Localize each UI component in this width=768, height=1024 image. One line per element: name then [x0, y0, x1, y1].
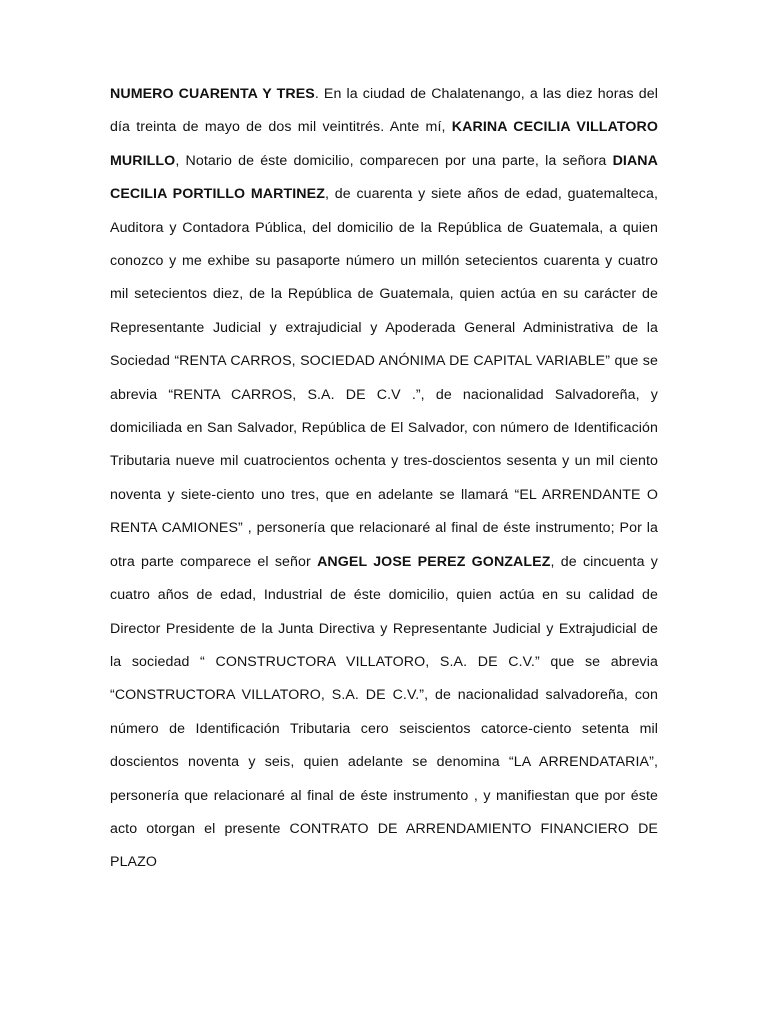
text-segment: , Notario de éste domicilio, comparecen por una parte, la señora [175, 152, 613, 169]
text-segment: , de cuarenta y siete años de edad, guatemalteca, Auditora y Contadora Pública, del domicilio de la República de Guatemala, a quien conozco y me exhibe su pasaporte número un millón setecientos cuarenta y cuatro mil setecientos diez, de la República de Guatemala, quien actúa en su carácter de Representante Judicial y extrajudicial y Apoderada General Administrativa de la Sociedad “RENTA CARROS, SOCIEDAD ANÓNIMA DE CAPITAL VARIABLE” que se abrevia “RENTA CARROS, S.A. DE C.V .”, de nacionalidad Salvadoreña, y domiciliada en San Salvador, República de El Salvador, con número de Identificación Tributaria nueve mil cuatrocientos ochenta y tres-doscientos sesenta y un mil ciento noventa y siete-ciento uno tres, que en adelante se llamará “EL ARRENDANTE O RENTA CAMIONES” , personería que relacionaré al final de éste instrumento; Por la otra parte comparece el señor [110, 186, 658, 570]
document-body [110, 78, 658, 880]
party-one-name: DIANA CECILIA PORTILLO MARTINEZ [110, 152, 658, 203]
text-segment: , de cincuenta y cuatro años de edad, Industrial de éste domicilio, quien actúa en su calidad de Director Presidente de la Junta Directiva y Representante Judicial y Extrajudicial de la sociedad “ CONSTRUCTORA VILLATORO, S.A. DE C.V.” que se abrevia “CONSTRUCTORA VILLATORO, S.A. DE C.V.”, de nacionalidad salvadoreña, con número de Identificación Tributaria cero seiscientos catorce-ciento setenta mil doscientos noventa y seis, quien adelante se denomina “LA ARRENDATARIA”, personería que relacionaré al final de éste instrumento , y manifiestan que por éste acto otorgan el presente CONTRATO DE ARRENDAMIENTO FINANCIERO DE PLAZO [110, 553, 658, 871]
text-segment: . En la ciudad de Chalatenango, a las diez horas del día treinta de mayo de dos mil veintitrés. Ante mí, [110, 86, 658, 136]
notary-name: KARINA CECILIA VILLATORO MURILLO [110, 119, 658, 169]
deed-number: NUMERO CUARENTA Y TRES [110, 86, 315, 102]
party-two-name: ANGEL JOSE PEREZ GONZALEZ [317, 553, 551, 570]
